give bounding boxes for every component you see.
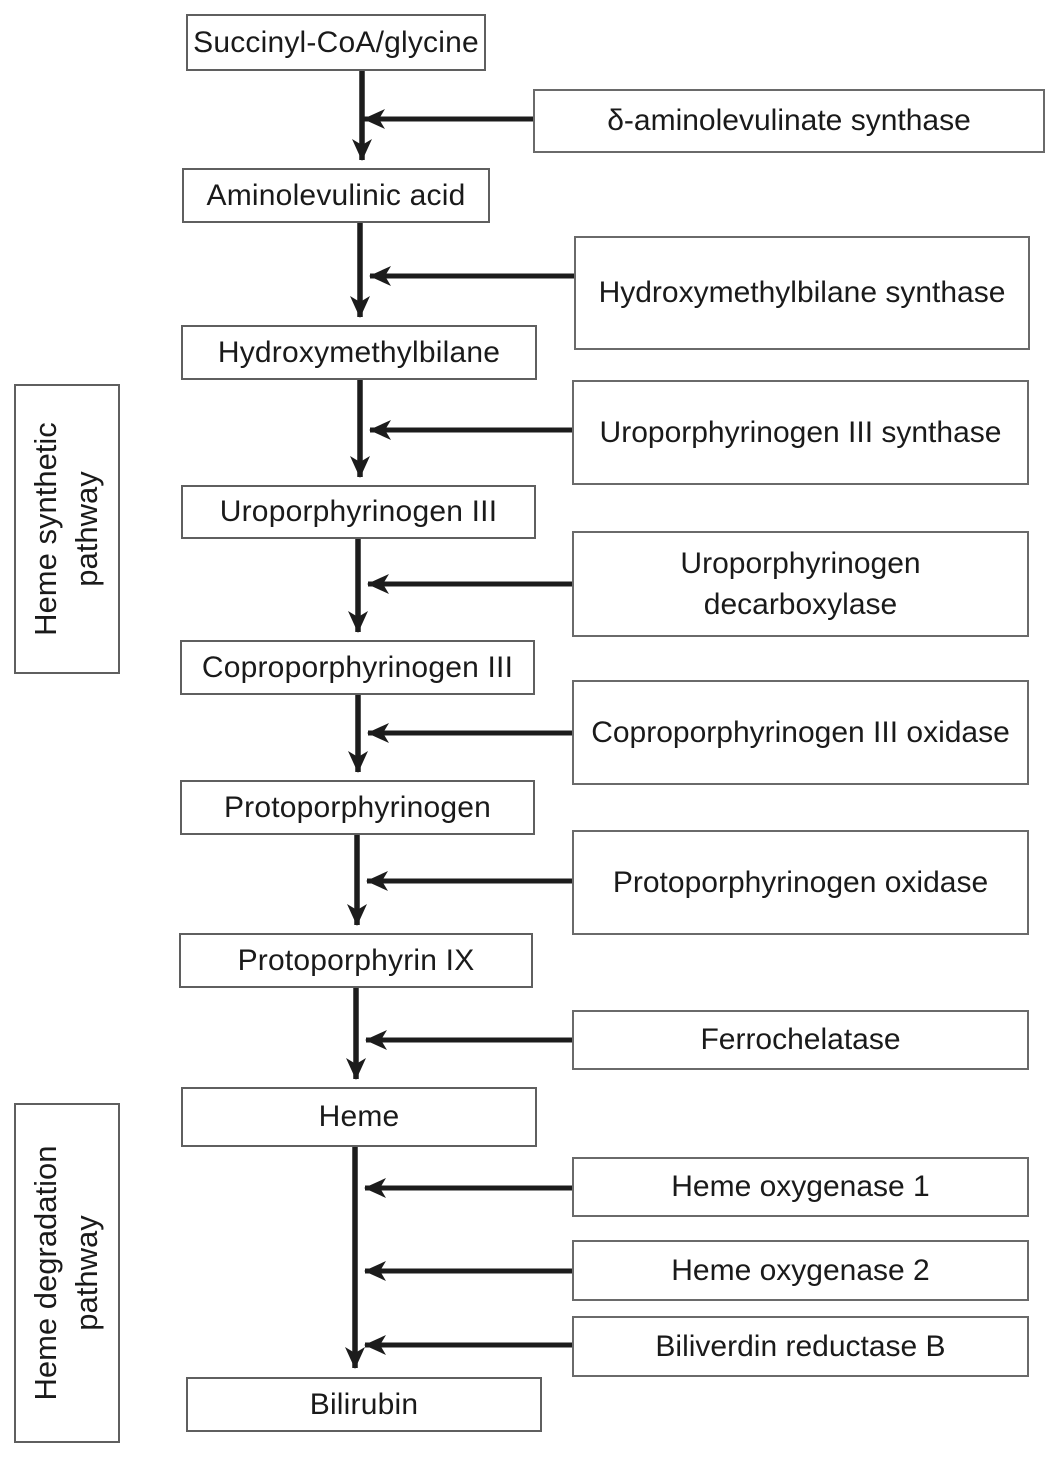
node-label: Uroporphyrinogen III [219, 495, 498, 528]
node-coproporphyrinogen-iii [180, 640, 535, 695]
node-succinyl-coa-glycine [186, 14, 486, 71]
enzyme-delta-aminolevulinate-synthase [533, 89, 1045, 153]
enzyme-label: δ-aminolevulinate synthase [607, 104, 971, 138]
node-label: Succinyl-CoA/glycine [193, 25, 479, 59]
node-bilirubin [186, 1377, 542, 1432]
enzyme-label: Protoporphyrinogen oxidase [612, 865, 989, 899]
side-label-heme-synthetic-pathway [14, 384, 120, 674]
enzyme-biliverdin-reductase-b [572, 1316, 1029, 1377]
enzyme-label: Coproporphyrinogen III oxidase [591, 715, 1010, 749]
node-heme [181, 1087, 537, 1147]
enzyme-coproporphyrinogen-iii-oxidase [572, 680, 1029, 785]
enzyme-uroporphyrinogen-decarboxylase [572, 531, 1029, 637]
side-label-heme-degradation-pathway [14, 1103, 120, 1443]
node-label: Bilirubin [309, 1387, 419, 1421]
node-label: Protoporphyrinogen [223, 790, 492, 824]
enzyme-uroporphyrinogen-iii-synthase [572, 380, 1029, 485]
enzyme-ferrochelatase [572, 1010, 1029, 1070]
side-label-text: Heme degradation pathway [28, 1145, 104, 1401]
enzyme-label: Hydroxymethylbilane synthase [598, 276, 1006, 310]
enzyme-hydroxymethylbilane-synthase [574, 236, 1030, 350]
side-label-text: Heme synthetic pathway [28, 422, 104, 636]
enzyme-label: Uroporphyrinogen decarboxylase [680, 546, 921, 621]
enzyme-label: Heme oxygenase 1 [671, 1170, 930, 1204]
enzyme-heme-oxygenase-1 [572, 1157, 1029, 1217]
node-label: Hydroxymethylbilane [217, 335, 501, 369]
enzyme-label: Ferrochelatase [700, 1023, 901, 1057]
node-label: Aminolevulinic acid [206, 178, 466, 212]
enzyme-heme-oxygenase-2 [572, 1240, 1029, 1301]
node-label: Heme [318, 1100, 400, 1133]
node-protoporphyrinogen [180, 780, 535, 835]
node-label: Protoporphyrin IX [237, 943, 475, 977]
node-protoporphyrin-ix [179, 933, 533, 988]
enzyme-label: Heme oxygenase 2 [671, 1253, 930, 1287]
node-aminolevulinic-acid [182, 168, 490, 223]
node-label: Coproporphyrinogen III [201, 650, 514, 684]
node-uroporphyrinogen-iii [181, 485, 536, 539]
enzyme-label: Biliverdin reductase B [655, 1329, 946, 1363]
enzyme-protoporphyrinogen-oxidase [572, 830, 1029, 935]
node-hydroxymethylbilane [181, 325, 537, 380]
enzyme-label: Uroporphyrinogen III synthase [599, 415, 1002, 449]
